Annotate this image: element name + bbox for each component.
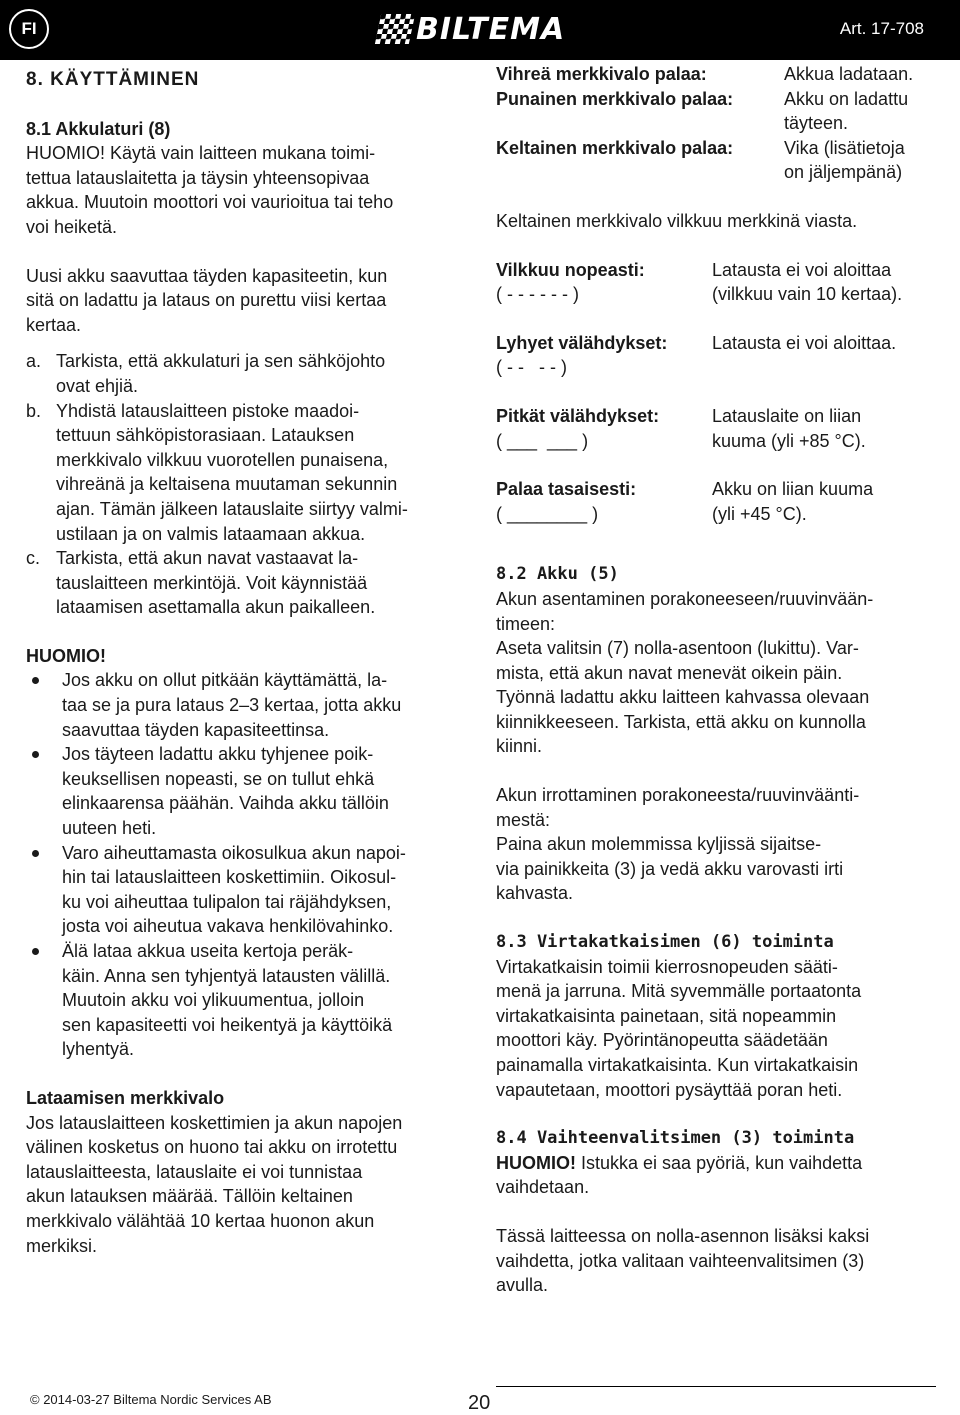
indicator-title: Lataamisen merkkivalo: [26, 1087, 225, 1108]
text-line: mista, että akun navat menevät oikein päin.: [496, 662, 843, 683]
brand-name: BILTEMA: [416, 11, 566, 47]
text-line: uuteen heti.: [62, 818, 157, 839]
text-line: Aseta valitsin (7) nolla-asentoon (lukittu). Var-: [496, 638, 859, 659]
section-title: 8. KÄYTTÄMINEN: [26, 69, 200, 90]
blink-value: Latauslaite on liian: [712, 405, 862, 426]
article-number: Art. 17-708: [839, 19, 924, 38]
text-line: vihreänä ja keltaisena muutaman sekunnin: [56, 474, 398, 495]
text-line: Akun irrottaminen porakoneesta/ruuvinväänti-: [496, 785, 860, 806]
list-item: [26, 939, 466, 1062]
blink-key: Lyhyet välähdykset:: [496, 332, 668, 353]
text-line: [496, 1151, 936, 1176]
text-line: Uusi akku saavuttaa täyden kapasiteetin, kun: [26, 265, 388, 286]
warning-label: HUOMIO!: [496, 1152, 576, 1173]
text-line: Tarkista, että akkulaturi ja sen sähköjohto: [56, 351, 386, 372]
step-c: [26, 546, 466, 620]
indicator-key: Keltainen merkkivalo palaa:: [496, 137, 734, 158]
indicator-value: täyteen.: [784, 113, 849, 134]
text-line: HUOMIO! Käytä vain laitteen mukana toimi-: [26, 143, 376, 164]
text-line: ajan. Tämän jälkeen latauslaite siirtyy valmi-: [56, 498, 408, 519]
section-8-2-install: [496, 587, 936, 759]
section-8-2-title: 8.2 Akku (5): [496, 564, 619, 585]
warning-list: [26, 668, 466, 1062]
text-line: akun latauksen määrää. Tällöin keltainen: [26, 1186, 353, 1207]
section-8-3-title: 8.3 Virtakatkaisimen (6) toiminta: [496, 932, 834, 953]
list-item: [26, 668, 466, 742]
warning-text: Istukka ei saa pyöriä, kun vaihdetta: [581, 1152, 863, 1173]
indicator-value: on jäljempänä): [784, 162, 903, 183]
text-line: Varo aiheuttamasta oikosulkua akun napoi-: [62, 842, 406, 863]
yellow-blink-note: Keltainen merkkivalo vilkkuu merkkinä viasta.: [496, 210, 858, 231]
page-number: 20: [468, 1392, 491, 1414]
text-line: moottori käy. Pyörintänopeutta säädetään: [496, 1030, 828, 1051]
text-line: merkiksi.: [26, 1235, 97, 1256]
blink-key: Pitkät välähdykset:: [496, 405, 660, 426]
text-line: via painikkeita (3) ja vedä akku varovasti irti: [496, 858, 844, 879]
text-line: lyhentyä.: [62, 1039, 135, 1060]
text-line: vaihdetta, jotka valitaan vaihteenvalitsimen (3): [496, 1250, 865, 1271]
list-item: [26, 742, 466, 840]
text-line: hin tai latauslaitteen koskettimiin. Oikosul-: [62, 867, 397, 888]
indicator-value: Vika (lisätietoja: [784, 137, 905, 158]
indicator-table: [496, 62, 936, 185]
text-line: vaihdetaan.: [496, 1177, 590, 1198]
indicator-value: Akkua ladataan.: [784, 64, 914, 84]
text-line: välinen kosketus on huono tai akku on irrotettu: [26, 1137, 398, 1158]
blink-pattern: ( - - - - - - ): [496, 284, 579, 305]
text-line: ovat ehjiä.: [56, 375, 139, 396]
text-line: Työnnä ladattu akku laitteen kahvassa olevaan: [496, 687, 870, 708]
step-a: [26, 349, 466, 398]
step-b: [26, 399, 466, 547]
text-line: mestä:: [496, 809, 551, 830]
text-line: Yhdistä latauslaitteen pistoke maadoi-: [56, 400, 360, 421]
text-line: taa se ja pura lataus 2–3 kertaa, jotta akku: [62, 695, 402, 716]
text-line: vapautetaan, moottori pysäyttää poran heti.: [496, 1079, 843, 1100]
blink-row: [496, 331, 936, 380]
section-8-3-text: [496, 955, 936, 1103]
step-label: c.: [26, 548, 41, 569]
text-line: elinkaarensa päähän. Vaihda akku tällöin: [62, 793, 389, 814]
text-line: Tarkista, että akun navat vastaavat la-: [56, 548, 359, 569]
text-line: Akun asentaminen porakoneeseen/ruuvinvään-: [496, 588, 874, 609]
text-line: Tässä laitteessa on nolla-asennon lisäksi kaksi: [496, 1225, 870, 1246]
blink-value: Latausta ei voi aloittaa.: [712, 332, 897, 353]
footer-divider: [496, 1386, 936, 1387]
blink-value: Akku on liian kuuma: [712, 479, 874, 500]
section-8-4-text: [496, 1224, 936, 1298]
blink-value: (vilkkuu vain 10 kertaa).: [712, 284, 903, 305]
blink-value: kuuma (yli +85 °C).: [712, 430, 866, 451]
text-line: saavuttaa täyden kapasiteettinsa.: [62, 719, 330, 740]
intro-paragraph: [26, 141, 466, 239]
text-line: Muutoin akku voi ylikuumentua, jolloin: [62, 990, 365, 1011]
blink-pattern: ( ___ ___ ): [496, 430, 589, 451]
text-line: latauslaitteesta, latauslaite ei voi tunnistaa: [26, 1161, 363, 1182]
text-line: ustilaan ja on valmis lataamaan akkua.: [56, 523, 366, 544]
section-8-4-warning: [496, 1151, 936, 1200]
footer-copyright: © 2014-03-27 Biltema Nordic Services AB: [30, 1392, 272, 1407]
blink-key: Vilkkuu nopeasti:: [496, 259, 645, 280]
page-header: [0, 0, 960, 60]
text-line: avulla.: [496, 1275, 549, 1296]
blink-pattern: ( ________ ): [496, 503, 599, 524]
text-line: timeen:: [496, 613, 556, 634]
blink-row: [496, 477, 936, 526]
text-line: merkkivalo vilkkuu vuorotellen punaisena,: [56, 449, 389, 470]
text-line: tettua latauslaitetta ja täysin yhteensopivaa: [26, 167, 370, 188]
text-line: merkkivalo välähtää 10 kertaa huonon akun: [26, 1210, 375, 1231]
text-line: lataamisen asettamalla akun paikalleen.: [56, 597, 376, 618]
section-8-4-title: 8.4 Vaihteenvalitsimen (3) toiminta: [496, 1128, 855, 1149]
blink-value: (yli +45 °C).: [712, 503, 807, 524]
text-line: sitä on ladattu ja lataus on purettu viisi kertaa: [26, 290, 387, 311]
right-column: [496, 62, 936, 1298]
text-line: sen kapasiteetti voi heikentyä ja käyttöikä: [62, 1014, 393, 1035]
indicator-key: Punainen merkkivalo palaa:: [496, 88, 734, 109]
text-line: painamalla virtakatkaisinta. Kun virtakatkaisin: [496, 1055, 859, 1075]
blink-row: [496, 258, 936, 307]
text-line: käin. Anna sen tyhjentyä latausten välillä.: [62, 965, 391, 986]
blink-value: Latausta ei voi aloittaa: [712, 259, 892, 280]
text-line: Jos latauslaitteen koskettimien ja akun napojen: [26, 1112, 403, 1133]
text-line: akkua. Muutoin moottori voi vaurioitua tai teho: [26, 192, 394, 213]
text-line: keuksellisen nopeasti, se on tullut ehkä: [62, 768, 375, 789]
text-line: tauslaitteen merkintöjä. Voit käynnistää: [56, 572, 368, 593]
checkered-flag-icon: [375, 14, 415, 44]
text-line: josta voi aiheutua vakava henkilövahinko.: [62, 916, 394, 937]
blink-row: [496, 404, 936, 453]
warning-title: HUOMIO!: [26, 645, 106, 666]
subsection-title: 8.1 Akkulaturi (8): [26, 118, 171, 139]
text-line: menä ja jarruna. Mitä syvemmälle portaatonta: [496, 981, 862, 1002]
text-line: voi heiketä.: [26, 216, 118, 237]
left-column: [26, 62, 466, 1258]
capacity-paragraph: [26, 264, 466, 338]
text-line: Älä lataa akkua useita kertoja peräk-: [62, 941, 354, 961]
text-line: Jos akku on ollut pitkään käyttämättä, la-: [62, 670, 388, 691]
text-line: tettuun sähköpistorasiaan. Latauksen: [56, 425, 355, 446]
list-item: [26, 841, 466, 939]
step-label: a.: [26, 351, 42, 372]
text-line: kahvasta.: [496, 883, 574, 904]
text-line: virtakatkaisinta painetaan, sitä nopeammin: [496, 1005, 837, 1026]
indicator-value: Akku on ladattu: [784, 88, 909, 109]
text-line: ku voi aiheuttaa tulipalon tai räjähdyksen,: [62, 891, 392, 912]
text-line: kiinnikkeeseen. Tarkista, että akku on kunnolla: [496, 711, 866, 732]
blink-key: Palaa tasaisesti:: [496, 479, 637, 500]
indicator-paragraph: [26, 1111, 466, 1259]
brand-logo: [378, 12, 565, 46]
text-line: kiinni.: [496, 736, 543, 757]
text-line: Virtakatkaisin toimii kierrosnopeuden sääti-: [496, 956, 838, 977]
language-badge: FI: [9, 9, 49, 49]
section-8-2-remove: [496, 783, 936, 906]
step-label: b.: [26, 400, 42, 421]
text-line: kertaa.: [26, 314, 82, 335]
blink-pattern: ( - - - - ): [496, 357, 567, 378]
text-line: Jos täyteen ladattu akku tyhjenee poik-: [62, 744, 374, 765]
indicator-key: Vihreä merkkivalo palaa:: [496, 64, 707, 84]
text-line: Paina akun molemmissa kyljissä sijaitse-: [496, 834, 822, 855]
